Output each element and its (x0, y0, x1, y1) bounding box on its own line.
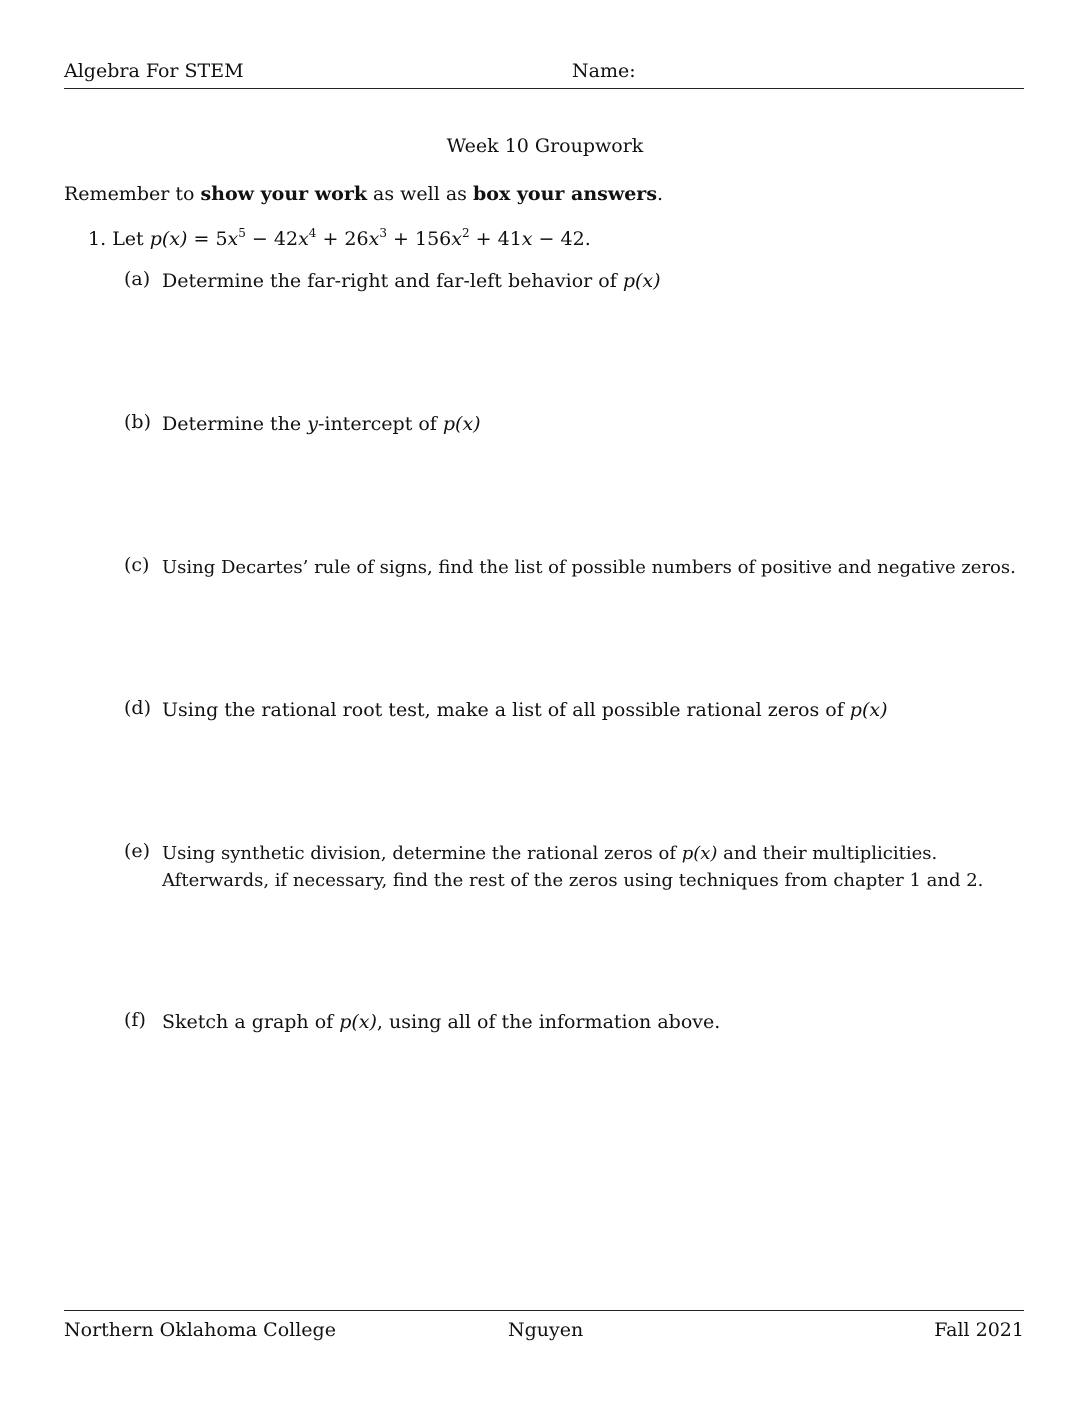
term-2-var: x (298, 228, 309, 250)
term-4-var: x (451, 228, 462, 250)
part-f-math: p(x) (339, 1011, 377, 1033)
problem-1 (88, 228, 591, 250)
part-a-letter: (a) (124, 268, 151, 290)
part-b-y-var: y (307, 413, 318, 435)
part-f-letter: (f) (124, 1009, 146, 1031)
part-e-question-start: Using synthetic division, determine the rational zeros of (162, 843, 682, 864)
part-b-math: p(x) (442, 413, 481, 435)
page-footer (64, 1310, 1024, 1351)
footer-term: Fall 2021 (934, 1319, 1024, 1341)
instructions-box-answers: box your answers (472, 183, 658, 205)
polynomial-name: p(x) (149, 228, 188, 250)
term-3-var: x (368, 228, 380, 250)
part-f-question-end: , using all of the information above. (376, 1011, 721, 1033)
part-f-text (162, 1009, 1024, 1036)
worksheet-title: Week 10 Groupwork (446, 135, 644, 157)
term-4-exp: 2 (461, 226, 470, 240)
part-a-math: p(x) (622, 270, 661, 292)
term-1-var: x (227, 228, 239, 250)
term-4-coef: + 156 (386, 228, 452, 250)
term-2-exp: 4 (308, 226, 317, 240)
problem-number: 1. (88, 228, 107, 250)
instructions-middle: as well as (367, 183, 473, 205)
term-3-coef: + 26 (316, 228, 369, 250)
part-e-question-end: and their multiplicities. Afterwards, if necessary, find the rest of the zeros using techniques from chapter 1 and 2. (162, 843, 984, 891)
part-e-math: p(x) (681, 843, 718, 864)
part-e-letter: (e) (124, 840, 151, 862)
part-a-question: Determine the far-right and far-left behavior of (162, 270, 623, 292)
term-5-var: x (521, 228, 533, 250)
footer-institution: Northern Oklahoma College (64, 1319, 336, 1341)
part-d-text (162, 697, 1024, 724)
part-c-text: Using Decartes’ rule of signs, find the list of possible numbers of positive and negative zeros. (162, 557, 1016, 578)
equals-sign: = (187, 228, 216, 250)
term-3-exp: 3 (379, 226, 387, 240)
part-b-text (162, 411, 1024, 438)
instructions-prefix: Remember to (64, 183, 201, 205)
part-b-question-end: -intercept of (317, 413, 443, 435)
term-5-coef: + 41 (469, 228, 522, 250)
part-f-question-start: Sketch a graph of (162, 1011, 340, 1033)
problem-intro: Let (112, 228, 150, 250)
part-b-question-start: Determine the (162, 413, 308, 435)
part-d-math: p(x) (849, 699, 888, 721)
page-header (64, 58, 1024, 89)
name-field-label: Name: (572, 60, 636, 82)
part-b-letter: (b) (124, 411, 151, 433)
instructions (64, 183, 663, 205)
course-title: Algebra For STEM (64, 60, 244, 82)
term-2-coef: − 42 (245, 228, 299, 250)
term-6-constant: − 42. (532, 228, 591, 250)
part-a-text (162, 268, 1024, 295)
part-e-text (162, 840, 1024, 894)
term-1-exp: 5 (238, 226, 246, 240)
footer-instructor: Nguyen (508, 1319, 584, 1341)
instructions-suffix: . (657, 183, 664, 205)
term-1-coef: 5 (215, 228, 228, 250)
part-d-question: Using the rational root test, make a list of all possible rational zeros of (162, 699, 850, 721)
part-d-letter: (d) (124, 697, 151, 719)
instructions-show-work: show your work (200, 183, 367, 205)
part-c-letter: (c) (124, 554, 150, 576)
